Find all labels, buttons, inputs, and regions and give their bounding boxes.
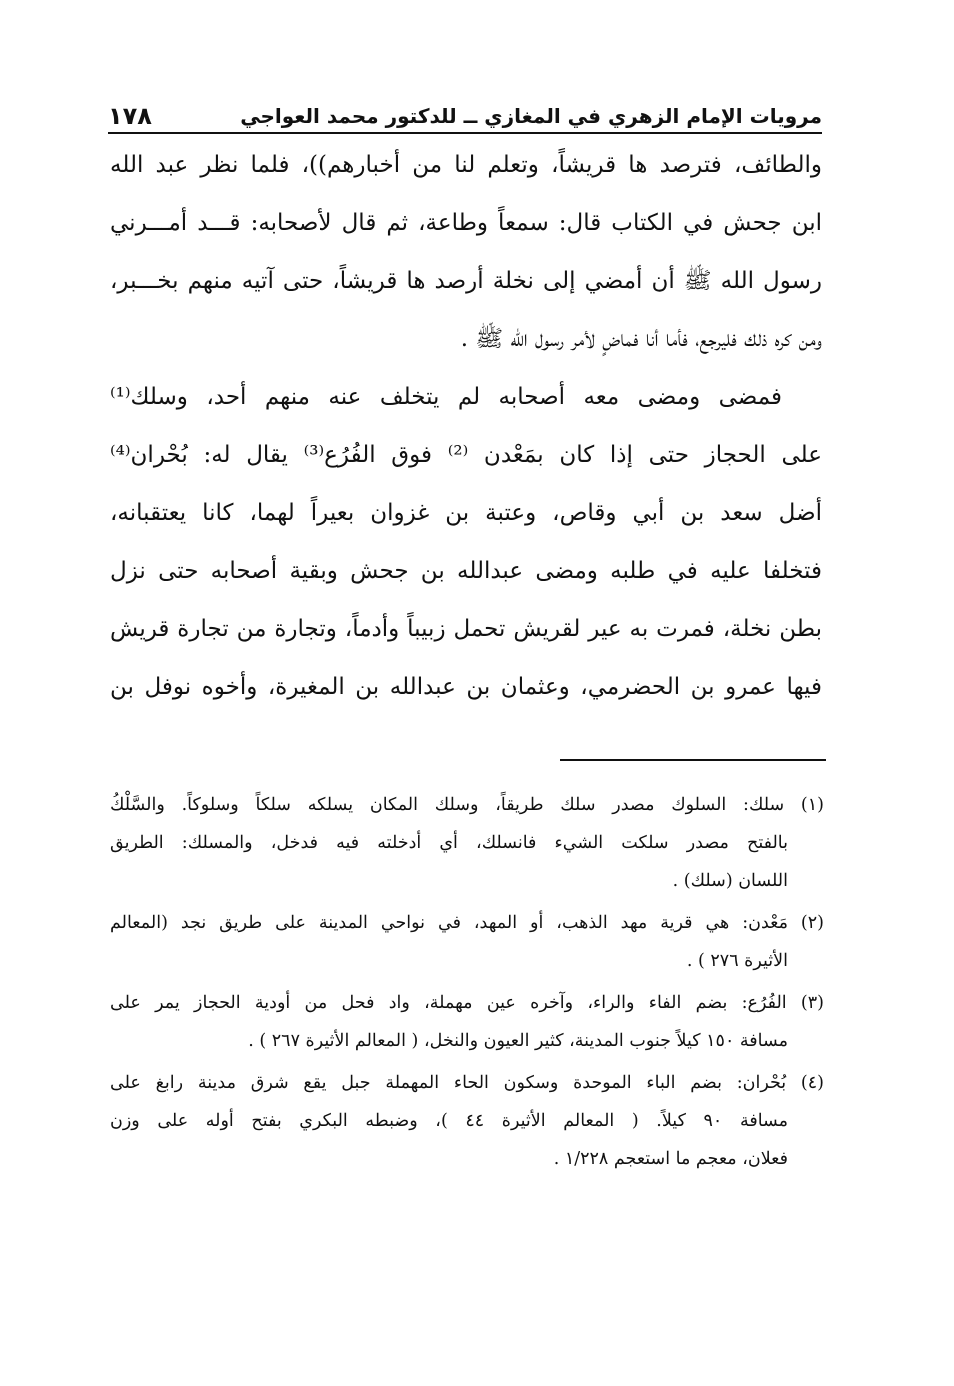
footnote-line: (١) سلك: السلوك مصدر سلك طريقاً، وسلك المكان يسلكه سلكاً وسلوكاً. والسَّلْكُ	[110, 795, 824, 815]
text-line: رسول الله ﷺ أن أمضي إلى نخلة أرصد ها قريشاً، حتى آتيه منهم بخـــبر،	[110, 268, 822, 294]
footnote-line: مسافة ١٥٠ كيلاً جنوب المدينة، كثير العيون والنخل، ( المعالم الأثيرة ٢٦٧ ) .	[248, 1031, 788, 1051]
text-line: والطائف، فترصد ها قريشاً، وتعلم لنا من أخبارهم))، فلما نظر عبد الله	[110, 152, 822, 178]
footnotes	[110, 786, 824, 1182]
footnote-line: (٣) الفُرُع: بضم الفاء والراء، وآخره عين مهملة، واد فحل من أودية الحجاز يمر على	[110, 993, 824, 1013]
header-title: مرويات الإمام الزهري في المغازي ــ للدكتور محمد العواجي	[240, 104, 822, 128]
running-header	[108, 92, 822, 134]
footnote-2	[110, 904, 824, 980]
footnote-line: (٢) مَعْدن: هي قرية مهد الذهب، أو المهد، في نواحي المدينة على طريق نجد (المعالم	[110, 913, 824, 933]
text-line: فتخلفا عليه في طلبه ومضى عبدالله بن جحش وبقية أصحابه حتى نزل	[110, 558, 822, 584]
footnote-line: الأثيرة ٢٧٦ ) .	[686, 951, 788, 971]
footnote-3	[110, 984, 824, 1060]
page-number: ١٧٨	[108, 102, 152, 130]
text-line: ومن كره ذلك فليرجع، فأما أنا فماضٍ لأمر رسول الله ﷺ .	[460, 326, 822, 352]
footnote-line: فعلان، معجم ما استعجم ١/٢٢٨ .	[553, 1149, 788, 1169]
footnote-1	[110, 786, 824, 900]
text-line: بطن نخلة، فمرت به عير لقريش تحمل زبيباً وأدماً، وتجارة من تجارة قريش	[110, 616, 822, 642]
main-text	[110, 136, 822, 716]
text-line: على الحجاز حتى إذا كان بمَعْدن ⁽²⁾ فوق الفُرُع⁽³⁾ يقال له: بُحْران⁽⁴⁾	[110, 442, 822, 468]
paragraph-first-line: فمضى ومضى معه أصحابه لم يتخلف عنه منهم أحد، وسلك⁽¹⁾	[110, 384, 782, 410]
text-line: أضل سعد بن أبي وقاص، وعتبة بن غزوان بعيراً لهما، كانا يعتقبانه،	[110, 500, 822, 526]
text-line: فيها عمرو بن الحضرمي، وعثمان بن عبدالله بن المغيرة، وأخوه نوفل بن	[110, 674, 822, 700]
footnote-line: بالفتح مصدر سلكت الشيء فانسلك، أي أدخلته فيه فدخل، والمسلك: الطريق	[110, 833, 788, 853]
footnote-line: (٤) بُحْران: بضم الباء الموحدة وسكون الحاء المهملة جبل يقع شرق مدينة رابغ على	[110, 1073, 824, 1093]
text-line: ابن جحش في الكتاب قال: سمعاً وطاعة، ثم قال لأصحابه: قـــد أمـــرني	[110, 210, 822, 236]
footnote-4	[110, 1064, 824, 1178]
footnote-line: مسافة ٩٠ كيلاً. ( المعالم الأثيرة ٤٤ )، وضبطه البكري بفتح أوله على وزن	[110, 1111, 789, 1131]
footnote-line: اللسان (سلك) .	[672, 871, 788, 891]
footnote-separator	[560, 759, 826, 761]
